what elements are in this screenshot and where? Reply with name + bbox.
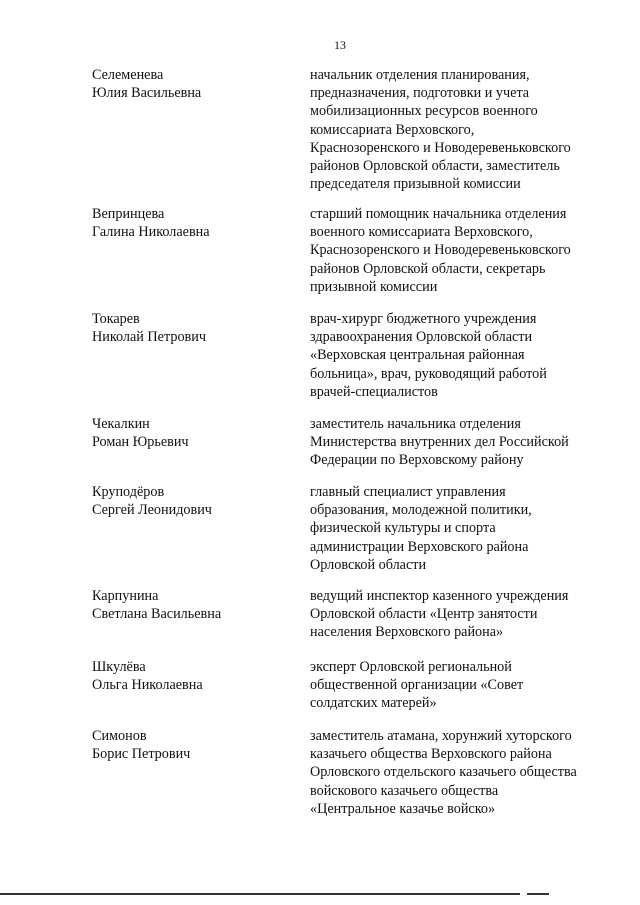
member-role-line: Федерации по Верховскому району xyxy=(310,452,524,469)
member-role-line: здравоохранения Орловской области xyxy=(310,329,533,346)
member-role xyxy=(310,587,610,642)
footer-rule xyxy=(0,893,520,895)
member-surname: Вепринцева xyxy=(92,206,165,222)
member-role-line: заместитель начальника отделения xyxy=(310,416,521,432)
member-surname: Токарев xyxy=(92,311,140,327)
member-role-line: комиссариата Верховского, xyxy=(310,121,475,138)
member-given-names: Сергей Леонидович xyxy=(92,502,212,519)
member-role-line: Орловской области «Центр занятости xyxy=(310,606,538,623)
member-role-line: заместитель атамана, хорунжий хуторского xyxy=(310,728,572,744)
member-given-names: Николай Петрович xyxy=(92,329,206,346)
member-role-line: призывной комиссии xyxy=(310,278,438,295)
member-name xyxy=(92,727,292,763)
member-role-line: образования, молодежной политики, xyxy=(310,502,532,519)
member-name xyxy=(92,310,292,346)
member-role-line: главный специалист управления xyxy=(310,484,506,500)
member-role-line: врач-хирург бюджетного учреждения xyxy=(310,311,537,327)
member-role-line: мобилизационных ресурсов военного xyxy=(310,103,538,120)
member-role xyxy=(310,483,610,574)
member-surname: Симонов xyxy=(92,728,147,744)
member-role-line: предназначения, подготовки и учета xyxy=(310,85,530,102)
member-name xyxy=(92,205,292,241)
member-surname: Чекалкин xyxy=(92,416,150,432)
member-role-line: Краснозоренского и Новодеревеньковского xyxy=(310,139,571,156)
member-name xyxy=(92,587,292,623)
member-role xyxy=(310,658,610,713)
member-role-line: физической культуры и спорта xyxy=(310,520,496,537)
member-name xyxy=(92,658,292,694)
member-role-line: председателя призывной комиссии xyxy=(310,176,521,193)
member-surname: Круподёров xyxy=(92,484,165,500)
member-role-line: ведущий инспектор казенного учреждения xyxy=(310,588,569,604)
member-role-line: населения Верховского района» xyxy=(310,624,504,641)
member-name xyxy=(92,415,292,451)
member-name xyxy=(92,66,292,102)
member-given-names: Роман Юрьевич xyxy=(92,434,189,451)
member-role-line: Краснозоренского и Новодеревеньковского xyxy=(310,242,571,259)
member-surname: Шкулёва xyxy=(92,659,146,675)
member-role-line: начальник отделения планирования, xyxy=(310,67,530,83)
member-role xyxy=(310,310,610,401)
member-role-line: Орловской области xyxy=(310,556,427,573)
member-role-line: Министерства внутренних дел Российской xyxy=(310,434,569,451)
member-role-line: солдатских матерей» xyxy=(310,695,437,712)
member-given-names: Борис Петрович xyxy=(92,746,191,763)
member-role-line: эксперт Орловской региональной xyxy=(310,659,512,675)
member-role-line: общественной организации «Совет xyxy=(310,677,524,694)
member-role-line: старший помощник начальника отделения xyxy=(310,206,567,222)
member-role-line: районов Орловской области, секретарь xyxy=(310,260,546,277)
member-role xyxy=(310,205,610,296)
member-given-names: Светлана Васильевна xyxy=(92,606,222,623)
member-role xyxy=(310,66,610,193)
member-given-names: Ольга Николаевна xyxy=(92,677,203,694)
member-role-line: Орловского отдельского казачьего общества xyxy=(310,764,577,781)
member-surname: Селеменева xyxy=(92,67,164,83)
member-surname: Карпунина xyxy=(92,588,159,604)
member-role xyxy=(310,727,610,818)
member-role-line: «Верховская центральная районная xyxy=(310,347,525,364)
member-role-line: администрации Верховского района xyxy=(310,538,529,555)
member-role-line: войскового казачьего общества xyxy=(310,782,499,799)
member-given-names: Юлия Васильевна xyxy=(92,85,202,102)
member-given-names: Галина Николаевна xyxy=(92,224,210,241)
member-role-line: «Центральное казачье войско» xyxy=(310,800,496,817)
member-role xyxy=(310,415,610,470)
member-role-line: районов Орловской области, заместитель xyxy=(310,158,560,175)
footer-rule-tail xyxy=(527,893,549,895)
member-name xyxy=(92,483,292,519)
page-number: 13 xyxy=(334,38,346,52)
member-role-line: врачей-специалистов xyxy=(310,383,438,400)
member-role-line: военного комиссариата Верховского, xyxy=(310,224,533,241)
member-role-line: казачьего общества Верховского района xyxy=(310,746,552,763)
member-role-line: больница», врач, руководящий работой xyxy=(310,365,547,382)
